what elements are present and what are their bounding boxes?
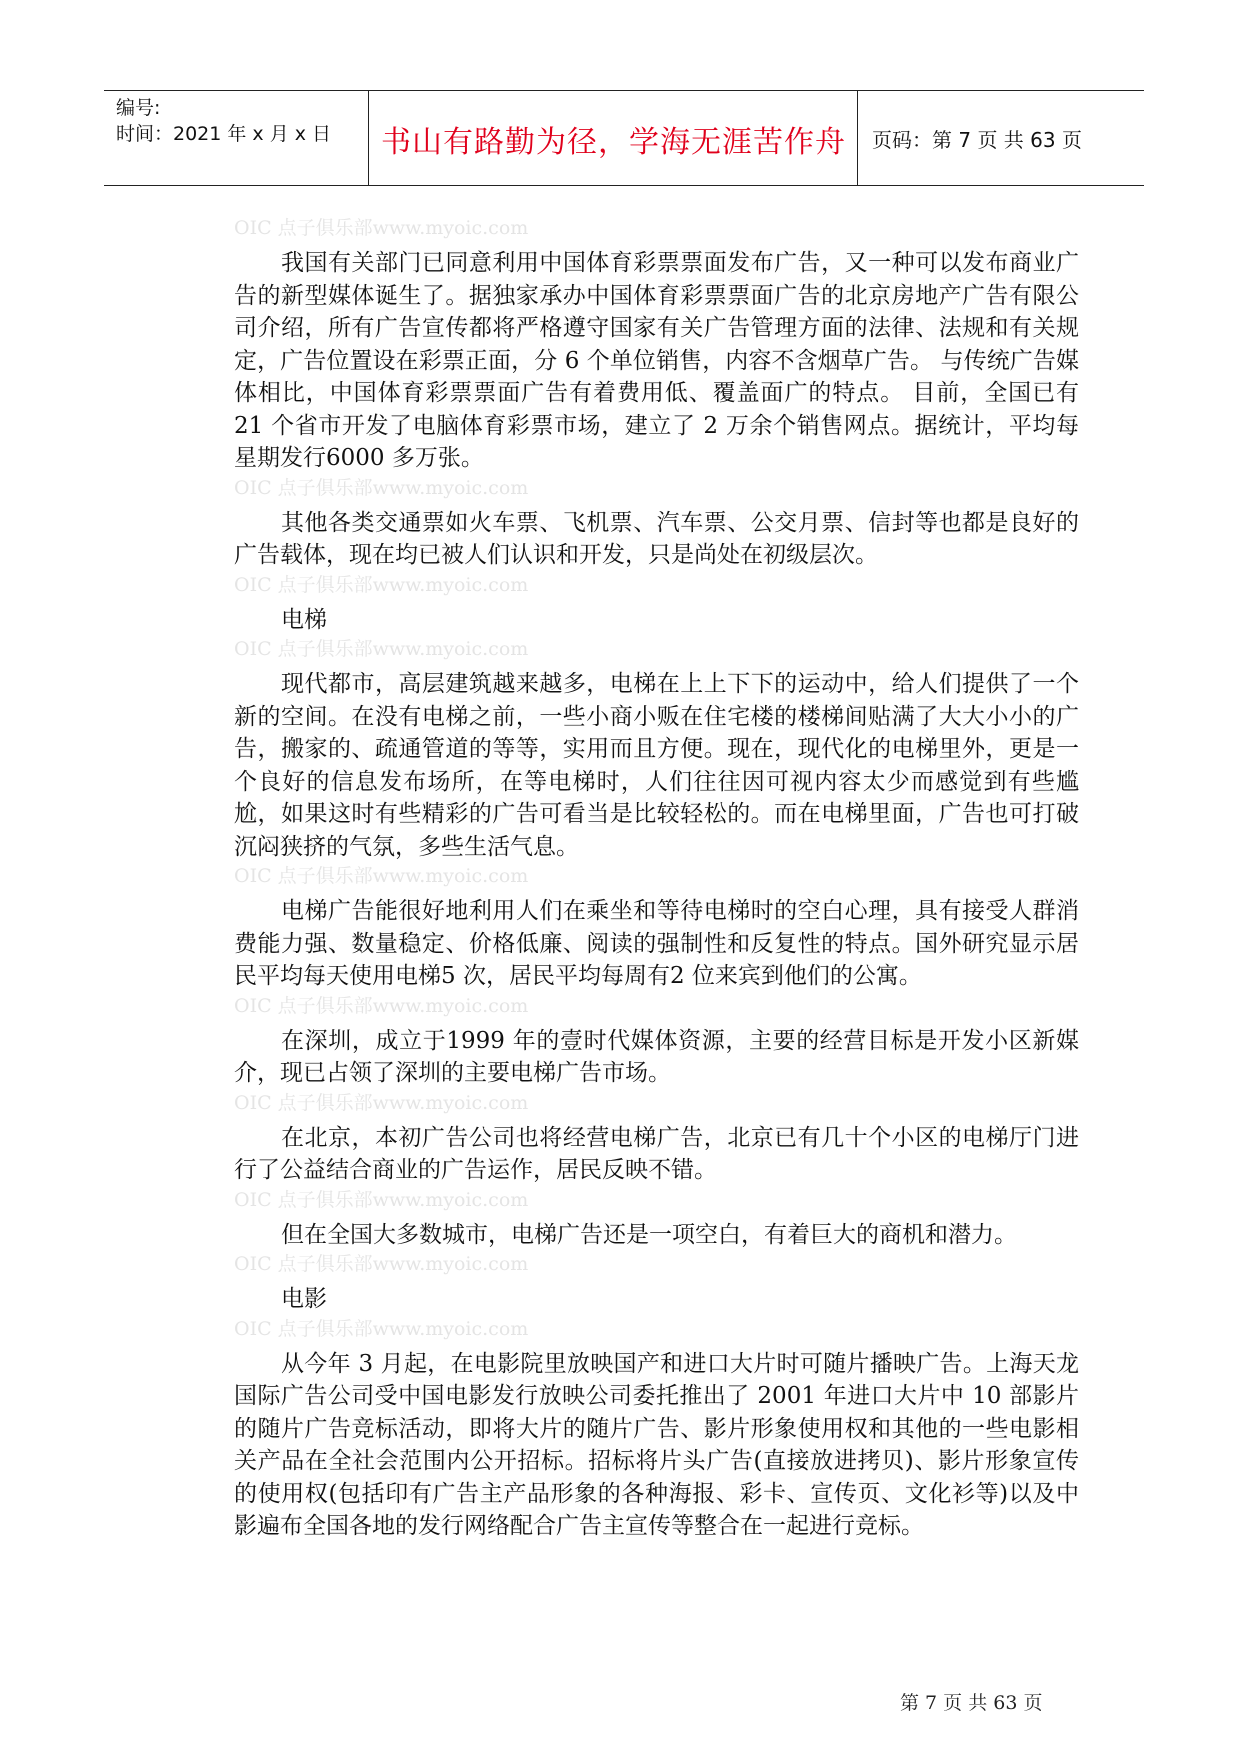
header-motto-cell — [368, 91, 858, 185]
page-code: 页码：第 7 页 共 63 页 — [872, 128, 1082, 152]
paragraph-nationwide: 但在全国大多数城市，电梯广告还是一项空白，有着巨大的商机和潜力。 — [281, 1221, 1017, 1248]
document-header — [104, 90, 1144, 186]
watermark-line: OIC 点子俱乐部www.myoic.com — [234, 1253, 529, 1275]
paragraph-shenzhen: 在深圳，成立于1999 年的壹时代媒体资源，主要的经营目标是开发小区新媒介，现已占领了深圳的主要电梯广告市场。 — [234, 1027, 1079, 1086]
document-body — [234, 215, 1079, 1543]
watermark-line: OIC 点子俱乐部www.myoic.com — [234, 217, 529, 239]
paragraph-elevator-space: 现代都市，高层建筑越来越多，电梯在上上下下的运动中，给人们提供了一个新的空间。在没有电梯之前，一些小商小贩在住宅楼的楼梯间贴满了大大小小的广告，搬家的、疏通管道的等等，实用而且方便。现在，现代化的电梯里外，更是一个良好的信息发布场所，在等电梯时，人们往往因可视内容太少而感觉到有些尴尬，如果这时有些精彩的广告可看当是比较轻松的。而在电梯里面，广告也可打破沉闷狭挤的气氛，多些生活气息。 — [234, 671, 1079, 860]
serial-number-label: 编号: — [116, 97, 161, 119]
time-line: 时间：2021 年 x 月 x 日 — [116, 123, 332, 145]
paragraph-elevator-psychology: 电梯广告能很好地利用人们在乘坐和等待电梯时的空白心理，具有接受人群消费能力强、数量稳定、价格低廉、阅读的强制性和反复性的特点。国外研究显示居民平均每天使用电梯5 次，居民平均每周有2 位来宾到他们的公寓。 — [234, 898, 1079, 989]
paragraph-lottery-ads: 我国有关部门已同意利用中国体育彩票票面发布广告，又一种可以发布商业广告的新型媒体诞生了。据独家承办中国体育彩票票面广告的北京房地产广告有限公司介绍，所有广告宣传都将严格遵守国家有关广告管理方面的法律、法规和有关规定，广告位置设在彩票正面，分 6 个单位销售，内容不含烟草广告。 与传统广告媒体相比，中国体育彩票票面广告有着费用低、覆盖面广的特点。 目前，全国已有 21 个省市开发了电脑体育彩票市场，建立了 2 万余个销售网点。据统计，平均每星期发行6000 多万张。 — [234, 250, 1079, 471]
watermark-line: OIC 点子俱乐部www.myoic.com — [234, 1091, 529, 1114]
watermark-line: OIC 点子俱乐部www.myoic.com — [234, 1188, 529, 1211]
section-heading-elevator: 电梯 — [281, 606, 327, 633]
paragraph-film-ads: 从今年 3 月起，在电影院里放映国产和进口大片时可随片播映广告。上海天龙国际广告公司受中国电影发行放映公司委托推出了 2001 年进口大片中 10 部影片的随片广告竞标活动，即将大片的随片广告、影片形象使用权和其他的一些电影相关产品在全社会范围内公开招标。招标将片头广告(直接放进拷贝)、影片形象宣传的使用权(包括印有广告主产品形象的各种海报、彩卡、宣传页、文化衫等)以及中影遍布全国各地的发行网络配合广告主宣传等整合在一起进行竞标。 — [234, 1350, 1079, 1539]
section-heading-film: 电影 — [281, 1286, 327, 1312]
paragraph-transport-tickets: 其他各类交通票如火车票、飞机票、汽车票、公交月票、信封等也都是良好的广告载体，现在均已被人们认识和开发，只是尚处在初级层次。 — [234, 509, 1079, 568]
watermark-line: OIC 点子俱乐部www.myoic.com — [234, 573, 529, 596]
motto-text: 书山有路勤为径，学海无涯苦作舟 — [381, 125, 846, 160]
watermark-line: OIC 点子俱乐部www.myoic.com — [234, 476, 529, 499]
page-footer: 第 7 页 共 63 页 — [900, 1692, 1043, 1714]
watermark-line: OIC 点子俱乐部www.myoic.com — [234, 1317, 529, 1340]
watermark-line: OIC 点子俱乐部www.myoic.com — [234, 994, 529, 1017]
header-page-cell — [857, 91, 1145, 185]
watermark-line: OIC 点子俱乐部www.myoic.com — [234, 638, 529, 660]
watermark-line: OIC 点子俱乐部www.myoic.com — [234, 865, 529, 887]
header-meta-cell — [104, 91, 368, 185]
paragraph-beijing: 在北京，本初广告公司也将经营电梯广告，北京已有几十个小区的电梯厅门进行了公益结合商业的广告运作，居民反映不错。 — [234, 1124, 1079, 1183]
